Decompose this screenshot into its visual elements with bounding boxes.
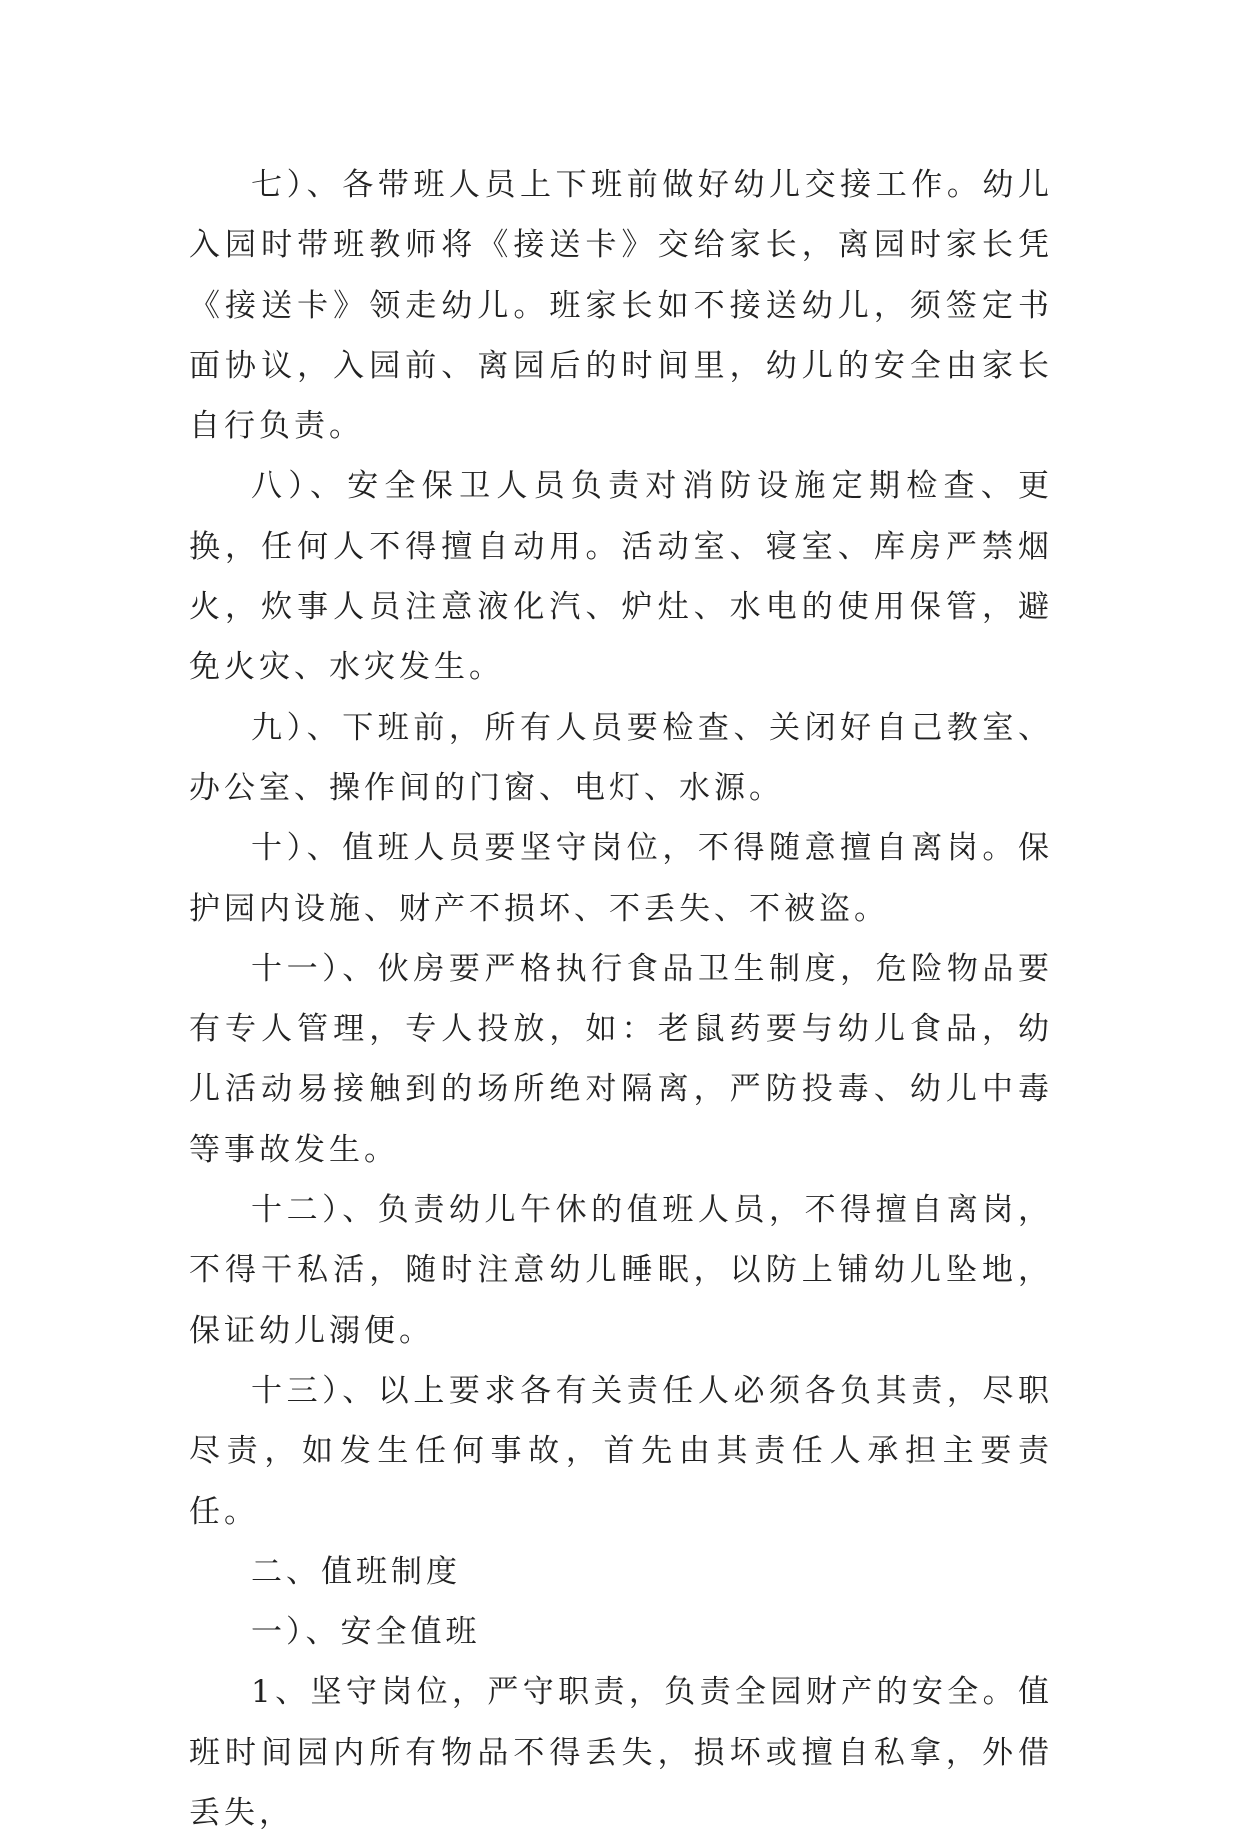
paragraph-closing-check: 九）、下班前，所有人员要检查、关闭好自己教室、办公室、操作间的门窗、电灯、水源。	[189, 709, 1053, 806]
paragraph-duty-item-1: 1、坚守岗位，严守职责，负责全园财产的安全。值班时间园内所有物品不得丢失，损坏或擅自私拿，外借丢失，	[189, 1674, 1053, 1832]
section-heading-duty-system: 二、值班制度	[251, 1553, 461, 1590]
paragraph-nap-duty: 十二）、负责幼儿午休的值班人员，不得擅自离岗，不得干私活，随时注意幼儿睡眠，以防上铺幼儿坠地，保证幼儿溺便。	[189, 1192, 1053, 1349]
subsection-heading-safety-duty: 一）、安全值班	[251, 1614, 481, 1651]
paragraph-responsibility: 十三）、以上要求各有关责任人必须各负其责，尽职尽责，如发生任何事故，首先由其责任人承担主要责任。	[189, 1372, 1053, 1530]
paragraph-handover: 七）、各带班人员上下班前做好幼儿交接工作。幼儿入园时带班教师将《接送卡》交给家长，离园时家长凭《接送卡》领走幼儿。班家长如不接送幼儿，须签定书面协议，入园前、离园后的时间里，幼儿的安全由家长自行负责。	[189, 167, 1053, 445]
paragraph-duty-post: 十）、值班人员要坚守岗位，不得随意擅自离岗。保护园内设施、财产不损坏、不丢失、不被盗。	[189, 830, 1053, 927]
document-body	[189, 155, 1053, 1843]
paragraph-kitchen-hygiene: 十一）、伙房要严格执行食品卫生制度，危险物品要有专人管理，专人投放，如：老鼠药要与幼儿食品，幼儿活动易接触到的场所绝对隔离，严防投毒、幼儿中毒等事故发生。	[189, 950, 1053, 1168]
paragraph-fire-safety: 八）、安全保卫人员负责对消防设施定期检查、更换，任何人不得擅自动用。活动室、寝室、库房严禁烟火，炊事人员注意液化汽、炉灶、水电的使用保管，避免火灾、水灾发生。	[189, 468, 1053, 686]
